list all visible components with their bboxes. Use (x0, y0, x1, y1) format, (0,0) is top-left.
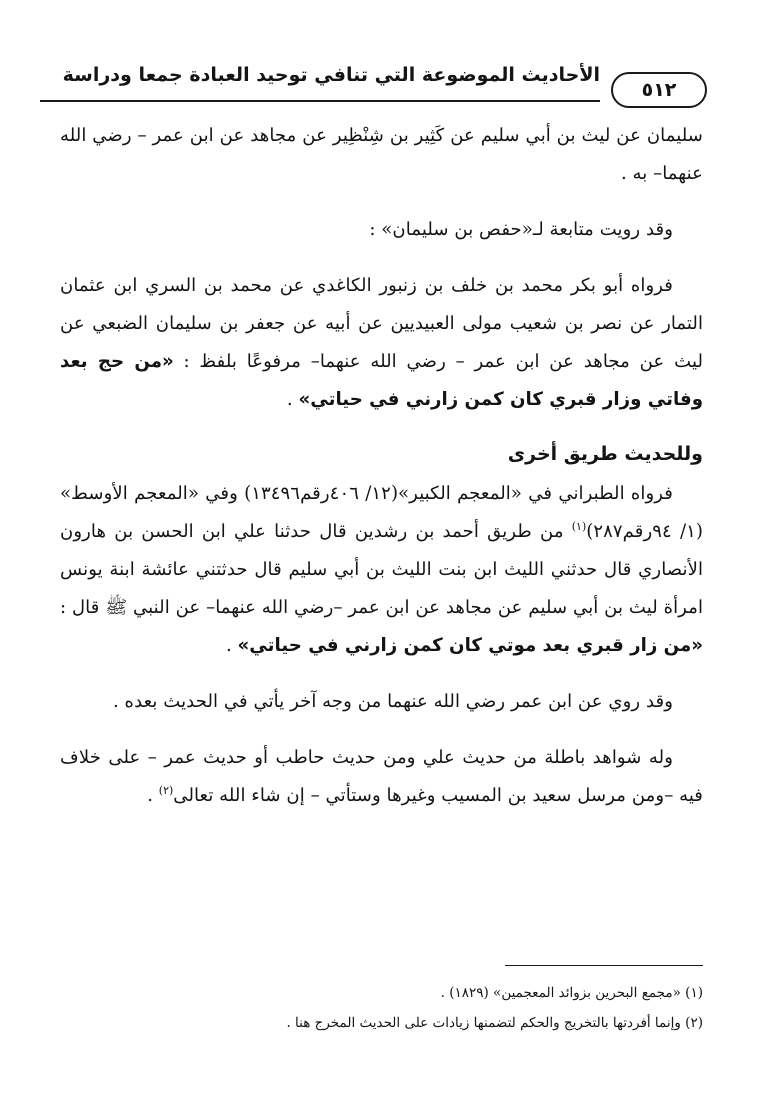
page-number: ٥١٢ (611, 72, 707, 108)
main-text (60, 117, 703, 825)
paragraph-4-cont: من طريق أحمد بن رشدين قال حدثنا علي ابن الحسن بن هارون الأنصاري قال حدثني الليث ابن بنت الليث بن أبي سليم قال حدثتني عائشة ابنة يونس امرأة ليث بن أبي سليم عن مجاهد عن ابن عمر –رضي الله عنهما– عن النبي ﷺ قال : (60, 521, 703, 618)
paragraph-3 (60, 267, 703, 419)
paragraph-1: سليمان عن ليث بن أبي سليم عن كَثِير بن شِنْظِير عن مجاهد عن ابن عمر – رضي الله عنهما– به . (60, 125, 703, 184)
paragraph-2: وقد رويت متابعة لـ«حفص بن سليمان» : (369, 219, 673, 240)
footnote-ref-2: (٢) (158, 783, 174, 797)
paragraph-6-end: . (147, 785, 159, 806)
paragraph-6-text: وله شواهد باطلة من حديث علي ومن حديث حاطب أو حديث عمر – على خلاف فيه –ومن مرسل سعيد بن المسيب وغيرها وستأتي – إن شاء الله تعالى (60, 747, 703, 806)
running-title: الأحاديث الموضوعة التي تنافي توحيد العبادة جمعا ودراسة (62, 64, 600, 86)
footnotes (60, 978, 703, 1038)
hadith-quote-1: «من حج بعد وفاتي وزار قبري كان كمن زارني في حياتي» (60, 351, 703, 410)
footnote-2: (٢) وإنما أفردتها بالتخريج والحكم لتضمنها زيادات على الحديث المخرج هنا . (286, 1015, 703, 1031)
paragraph-4-end: . (225, 635, 238, 656)
paragraph-4-text: فرواه الطبراني في «المعجم الكبير»(١٢/ ٤٠٦رقم١٣٤٩٦) وفي «المعجم الأوسط» (١/ ٩٤رقم٢٨٧) (60, 483, 703, 542)
section-heading: وللحديث طريق أخرى (507, 443, 703, 465)
footnote-ref-1: (١) (571, 519, 587, 533)
hadith-quote-2: «من زار قبري بعد موتي كان كمن زارني في حياتي» (237, 635, 703, 656)
paragraph-3-end: . (286, 389, 299, 410)
paragraph-4 (60, 475, 703, 665)
header-rule (40, 100, 600, 102)
page-header (40, 60, 704, 101)
footnote-1: (١) «مجمع البحرين بزوائد المعجمين» (١٨٢٩) . (440, 985, 703, 1001)
paragraph-5: وقد روي عن ابن عمر رضي الله عنهما من وجه آخر يأتي في الحديث بعده . (112, 691, 673, 712)
paragraph-6 (60, 739, 703, 815)
footnote-rule (505, 965, 703, 966)
paragraph-3-text: فرواه أبو بكر محمد بن خلف بن زنبور الكاغدي عن محمد بن السري ابن عثمان التمار عن نصر بن شعيب مولى العبيديين عن أبيه عن جعفر بن سليمان الضبعي عن ليث عن مجاهد عن ابن عمر – رضي الله عنهما– مرفوعًا بلفظ : (60, 275, 703, 372)
